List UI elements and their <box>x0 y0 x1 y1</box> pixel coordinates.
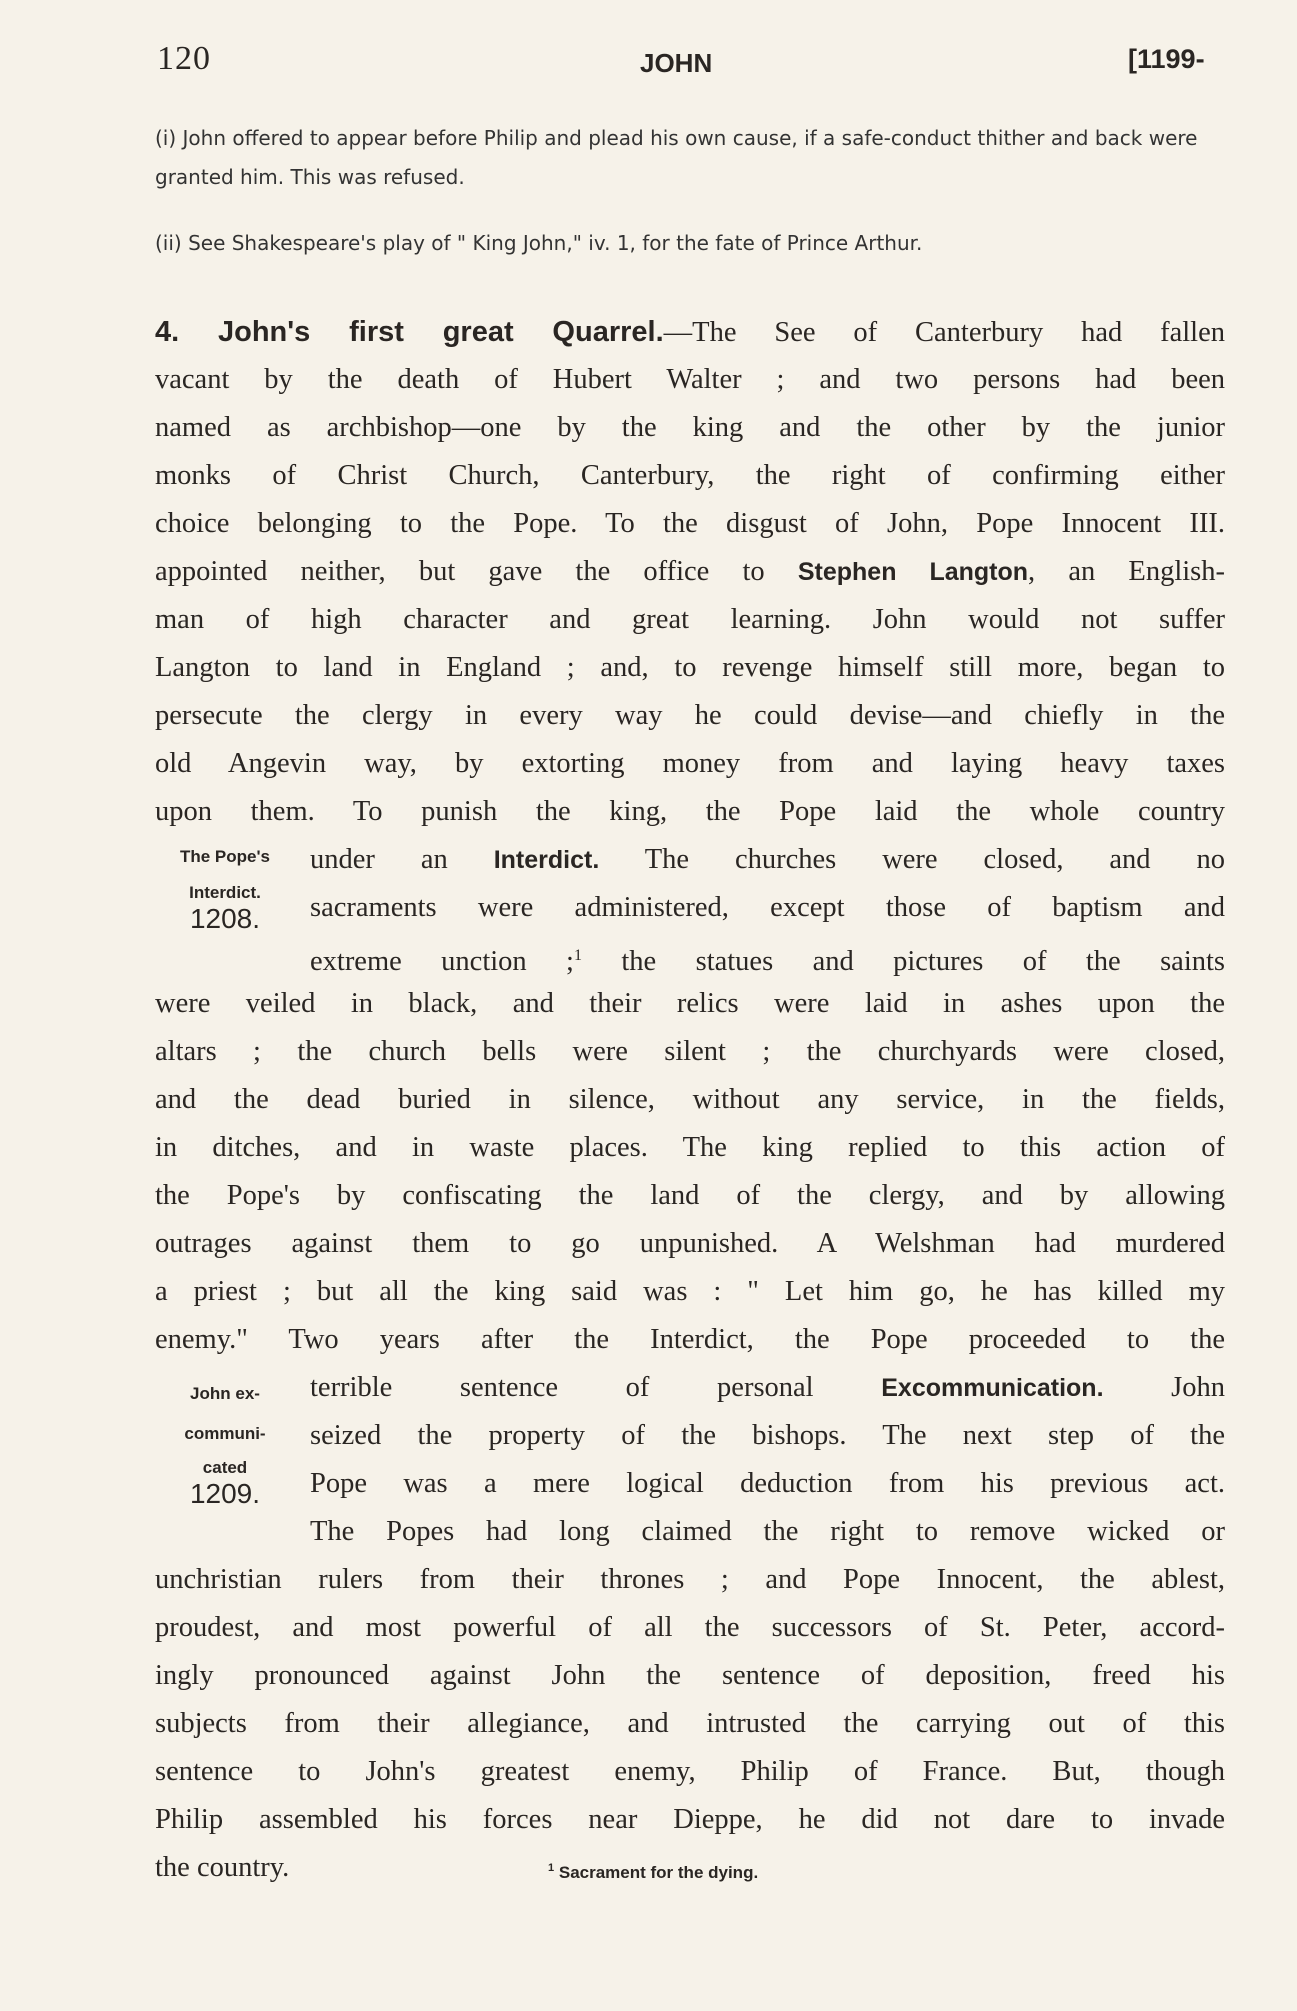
section-body <box>155 308 1225 1892</box>
text-line: Langton to land in England ; and, to revenge himself still more, began to <box>155 652 1225 683</box>
footnote-ref: 1 <box>573 947 582 964</box>
text-line: vacant by the death of Hubert Walter ; and two persons had been <box>155 364 1225 395</box>
note-i-text: (i) John offered to appear before Philip and plead his own cause, if a safe-conduct thither and back were granted him. This was refused. <box>155 126 1198 189</box>
text-line: named as archbishop—one by the king and the other by the junior <box>155 412 1225 443</box>
text-line: in ditches, and in waste places. The king replied to this action of <box>155 1132 1225 1163</box>
text-line <box>155 548 1225 596</box>
text-line: were veiled in black, and their relics were laid in ashes upon the <box>155 988 1225 1019</box>
text-run: under an <box>310 844 448 875</box>
text-line: the Pope's by confiscating the land of the clergy, and by allowing <box>155 1180 1225 1211</box>
bold-term-excommunication: Excommunication. <box>881 1374 1104 1402</box>
text-run: —The See of Canterbury had fallen <box>663 317 1225 348</box>
text-line: monks of Christ Church, Canterbury, the right of confirming either <box>155 460 1225 491</box>
text-line <box>155 932 1225 980</box>
page-number: 120 <box>157 40 211 77</box>
text-line: outrages against them to go unpunished. A Welshman had murdered <box>155 1228 1225 1259</box>
text-line <box>155 308 1225 356</box>
margin-note-line: The Pope's <box>179 847 270 866</box>
text-line: and the dead buried in silence, without any service, in the fields, <box>155 1084 1225 1115</box>
text-line: ingly pronounced against John the sentence of deposition, freed his <box>155 1660 1225 1691</box>
text-line: persecute the clergy in every way he could devise—and chiefly in the <box>155 700 1225 731</box>
text-line: sacraments were administered, except those of baptism and <box>310 892 1225 923</box>
text-line: choice belonging to the Pope. To the disgust of John, Pope Innocent III. <box>155 508 1225 539</box>
margin-note-line: cated <box>202 1458 248 1477</box>
text-run: John <box>1171 1372 1225 1403</box>
text-line: sentence to John's greatest enemy, Philip of France. But, though <box>155 1756 1225 1787</box>
footnote-mark: 1 <box>548 1862 555 1874</box>
text-line: upon them. To punish the king, the Pope laid the whole country <box>155 796 1225 827</box>
text-line: Pope was a mere logical deduction from his previous act. <box>310 1468 1225 1499</box>
text-run: terrible sentence of personal <box>310 1372 814 1403</box>
text-line: The Popes had long claimed the right to remove wicked or <box>310 1516 1225 1547</box>
text-line: proudest, and most powerful of all the successors of St. Peter, accord- <box>155 1612 1225 1643</box>
text-line: Philip assembled his forces near Dieppe, he did not dare to invade <box>155 1804 1225 1835</box>
text-run: , an English- <box>1028 556 1225 587</box>
text-run: appointed neither, but gave the office to <box>155 556 765 587</box>
text-line: the country. <box>155 1852 290 1883</box>
note-ii-text: (ii) See Shakespeare's play of " King John," iv. 1, for the fate of Prince Arthur. <box>155 231 923 255</box>
text-line: subjects from their allegiance, and intrusted the carrying out of this <box>155 1708 1225 1739</box>
text-line: enemy." Two years after the Interdict, the Pope proceeded to the <box>155 1324 1225 1355</box>
footnote <box>548 1862 758 1883</box>
note-ii <box>155 224 1235 263</box>
text-line <box>155 836 1225 884</box>
running-title: JOHN <box>640 48 713 78</box>
text-line: a priest ; but all the king said was : " Let him go, he has killed my <box>155 1276 1225 1307</box>
text-run: extreme unction ; <box>310 946 574 977</box>
text-line: seized the property of the bishops. The next step of the <box>310 1420 1225 1451</box>
margin-note-year: 1209. <box>189 1478 261 1509</box>
margin-note-interdict <box>150 846 300 934</box>
margin-note-year: 1208. <box>189 903 261 934</box>
margin-note-line: John ex- <box>190 1384 260 1403</box>
text-line: altars ; the church bells were silent ; the churchyards were closed, <box>155 1036 1225 1067</box>
bold-term-interdict: Interdict. <box>493 846 600 874</box>
note-i <box>155 119 1235 197</box>
margin-note-excommunication <box>150 1383 300 1509</box>
text-line: unchristian rulers from their thrones ; and Pope Innocent, the ablest, <box>155 1564 1225 1595</box>
text-line: man of high character and great learning. John would not suffer <box>155 604 1225 635</box>
text-run: The churches were closed, and no <box>644 844 1225 875</box>
text-line <box>155 1364 1225 1412</box>
footnote-text: Sacrament for the dying. <box>558 1863 759 1882</box>
text-line: old Angevin way, by extorting money from and laying heavy taxes <box>155 748 1225 779</box>
text-run: the statues and pictures of the saints <box>621 946 1226 977</box>
margin-note-line: communi- <box>184 1424 266 1443</box>
running-year: [1199- <box>1128 44 1205 74</box>
section-heading: 4. John's first great Quarrel. <box>155 316 664 348</box>
margin-note-line: Interdict. <box>189 883 261 902</box>
bold-term-langton: Stephen Langton <box>797 558 1029 586</box>
